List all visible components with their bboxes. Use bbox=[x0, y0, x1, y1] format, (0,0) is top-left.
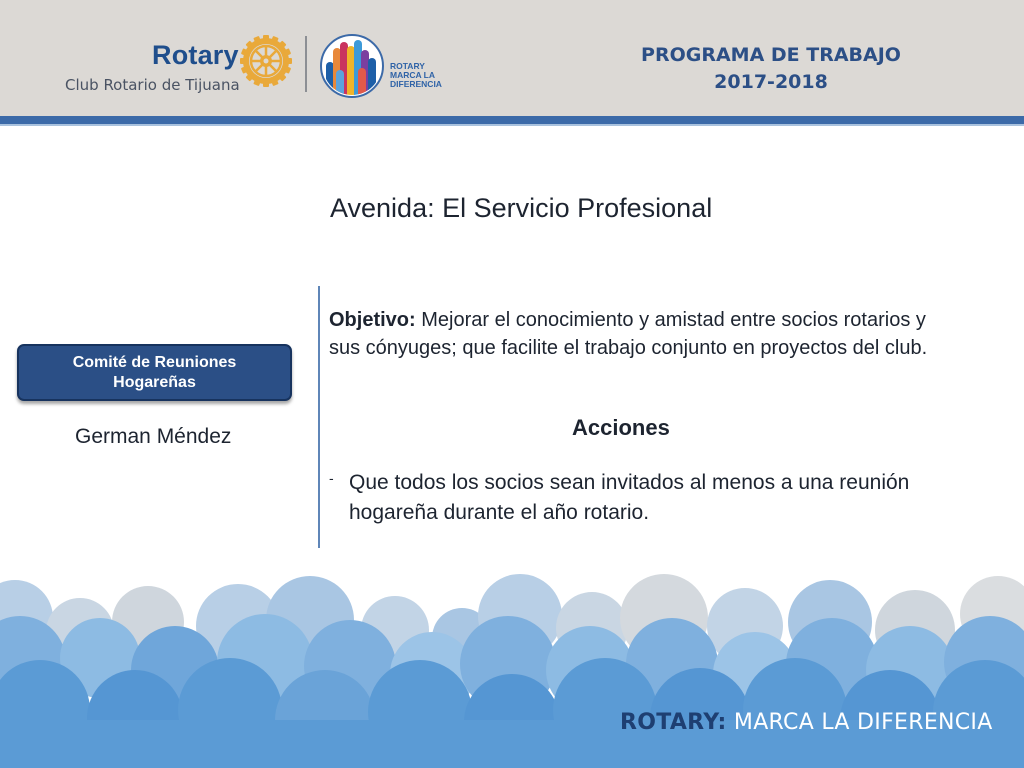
header-rule-light bbox=[0, 124, 1024, 126]
objective-text: Mejorar el conocimiento y amistad entre socios rotarios y sus cónyuges; que facilite el trabajo conjunto en proyectos del club. bbox=[329, 309, 928, 359]
program-years: 2017-2018 bbox=[714, 71, 828, 93]
rotary-wheel-icon bbox=[240, 35, 292, 87]
objective-paragraph bbox=[329, 306, 949, 362]
tagline-strong: ROTARY: bbox=[620, 710, 727, 735]
vertical-divider bbox=[318, 286, 320, 548]
avenue-title: Avenida: El Servicio Profesional bbox=[330, 193, 713, 223]
header-divider bbox=[305, 36, 307, 92]
theme-logo-line: MARCA LA bbox=[390, 70, 436, 80]
footer-tagline bbox=[620, 710, 993, 735]
tagline-rest: MARCA LA DIFERENCIA bbox=[726, 710, 993, 735]
header-rule bbox=[0, 116, 1024, 124]
committee-line: Comité de Reuniones bbox=[72, 353, 237, 371]
actions-heading: Acciones bbox=[572, 415, 670, 440]
program-title bbox=[626, 42, 916, 96]
program-title-line: PROGRAMA DE TRABAJO bbox=[641, 44, 901, 66]
theme-logo-line: DIFERENCIA bbox=[390, 79, 442, 89]
person-name: German Méndez bbox=[75, 425, 232, 448]
theme-logo-text bbox=[390, 62, 442, 89]
cloud-footer bbox=[0, 570, 1024, 768]
rotary-theme-logo-icon bbox=[320, 34, 384, 98]
theme-logo-line: ROTARY bbox=[390, 61, 425, 71]
club-name: Club Rotario de Tijuana bbox=[65, 76, 240, 94]
committee-line: Hogareñas bbox=[113, 373, 196, 391]
action-item: Que todos los socios sean invitados al menos a una reunión hogareña durante el año rotario. bbox=[349, 471, 910, 524]
committee-label-box bbox=[17, 344, 292, 401]
action-bullet: - bbox=[329, 470, 334, 486]
objective-label: Objetivo: bbox=[329, 309, 416, 331]
rotary-brand: Rotary bbox=[152, 40, 239, 70]
